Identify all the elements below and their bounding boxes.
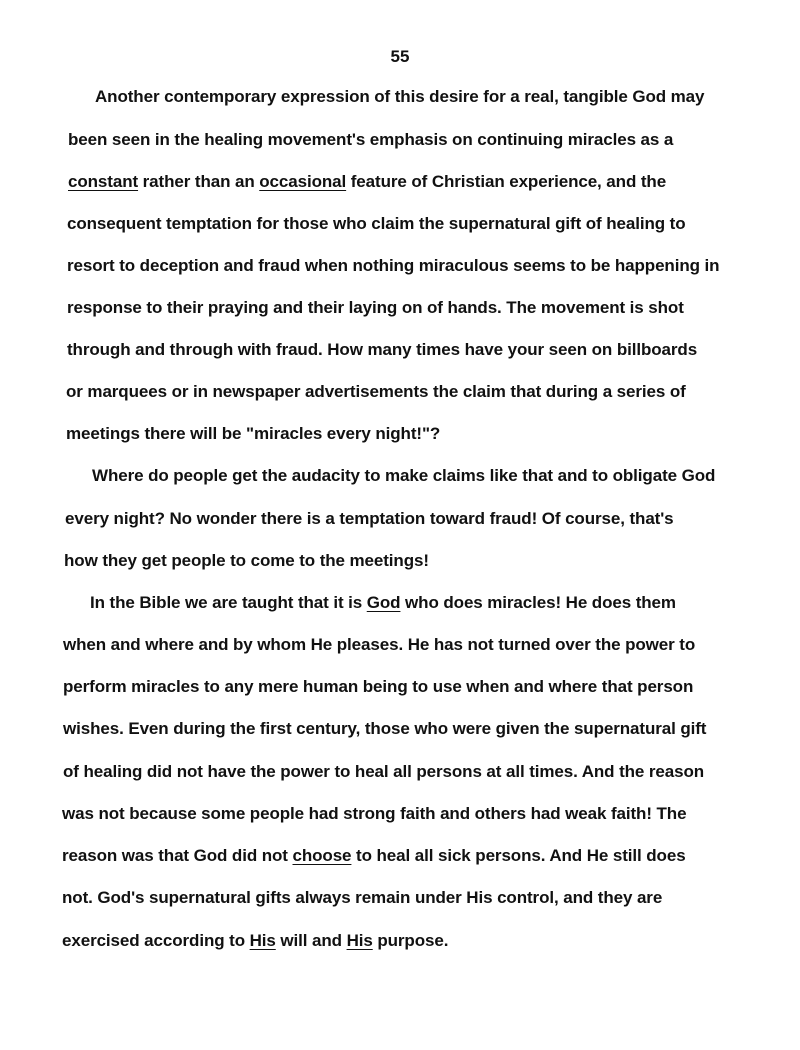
text-run: every night? No wonder there is a temptation toward fraud! Of course, that's bbox=[65, 509, 674, 528]
text-line bbox=[92, 465, 715, 487]
text-run: purpose. bbox=[372, 931, 449, 950]
text-line bbox=[64, 550, 429, 572]
text-run: response to their praying and their laying on of hands. The movement is shot bbox=[67, 298, 684, 317]
underlined-word: constant bbox=[68, 172, 139, 191]
text-run: rather than an bbox=[138, 172, 260, 191]
text-line bbox=[65, 508, 674, 530]
text-run: consequent temptation for those who claim the supernatural gift of healing to bbox=[67, 214, 686, 233]
text-run: not. God's supernatural gifts always remain under His control, and they are bbox=[62, 888, 663, 907]
text-run: In the Bible we are taught that it is bbox=[90, 593, 367, 612]
underlined-word: choose bbox=[292, 846, 352, 865]
text-run: perform miracles to any mere human being to use when and where that person bbox=[63, 677, 694, 696]
text-run: Where do people get the audacity to make claims like that and to obligate God bbox=[92, 466, 716, 485]
text-run: been seen in the healing movement's emphasis on continuing miracles as a bbox=[68, 130, 674, 149]
text-line bbox=[66, 423, 440, 445]
text-run: who does miracles! He does them bbox=[400, 593, 676, 612]
text-line bbox=[62, 930, 448, 952]
page-number: 55 bbox=[390, 47, 410, 66]
text-line bbox=[68, 171, 666, 193]
text-line bbox=[95, 86, 704, 108]
text-run: exercised according to bbox=[62, 931, 250, 950]
text-run: when and where and by whom He pleases. He has not turned over the power to bbox=[63, 635, 696, 654]
underlined-word: His bbox=[346, 931, 373, 950]
text-line bbox=[63, 718, 706, 740]
text-line bbox=[68, 129, 673, 151]
text-run: feature of Christian experience, and the bbox=[346, 172, 667, 191]
text-line bbox=[67, 297, 684, 319]
text-line bbox=[62, 845, 686, 867]
text-line bbox=[63, 676, 693, 698]
underlined-word: His bbox=[249, 931, 276, 950]
text-line bbox=[67, 339, 697, 361]
text-line bbox=[63, 634, 695, 656]
text-line bbox=[66, 381, 686, 403]
text-run: wishes. Even during the first century, those who were given the supernatural gift bbox=[63, 719, 707, 738]
text-run: Another contemporary expression of this desire for a real, tangible God may bbox=[95, 87, 705, 106]
text-line bbox=[90, 592, 676, 614]
text-run: or marquees or in newspaper advertisements the claim that during a series of bbox=[66, 382, 686, 401]
text-line bbox=[63, 761, 704, 783]
text-run: was not because some people had strong faith and others had weak faith! The bbox=[62, 804, 687, 823]
text-run: will and bbox=[275, 931, 347, 950]
text-run: resort to deception and fraud when nothing miraculous seems to be happening in bbox=[67, 256, 720, 275]
text-run: to heal all sick persons. And He still does bbox=[351, 846, 686, 865]
text-run: of healing did not have the power to heal all persons at all times. And the reason bbox=[63, 762, 705, 781]
underlined-word: occasional bbox=[259, 172, 347, 191]
text-run: how they get people to come to the meetings! bbox=[64, 551, 429, 570]
underlined-word: God bbox=[366, 593, 401, 612]
text-line bbox=[67, 255, 719, 277]
text-run: through and through with fraud. How many times have your seen on billboards bbox=[67, 340, 698, 359]
text-line bbox=[62, 887, 662, 909]
text-line bbox=[62, 803, 686, 825]
text-run: meetings there will be "miracles every night!"? bbox=[66, 424, 441, 443]
text-run: reason was that God did not bbox=[62, 846, 293, 865]
text-line bbox=[67, 213, 686, 235]
